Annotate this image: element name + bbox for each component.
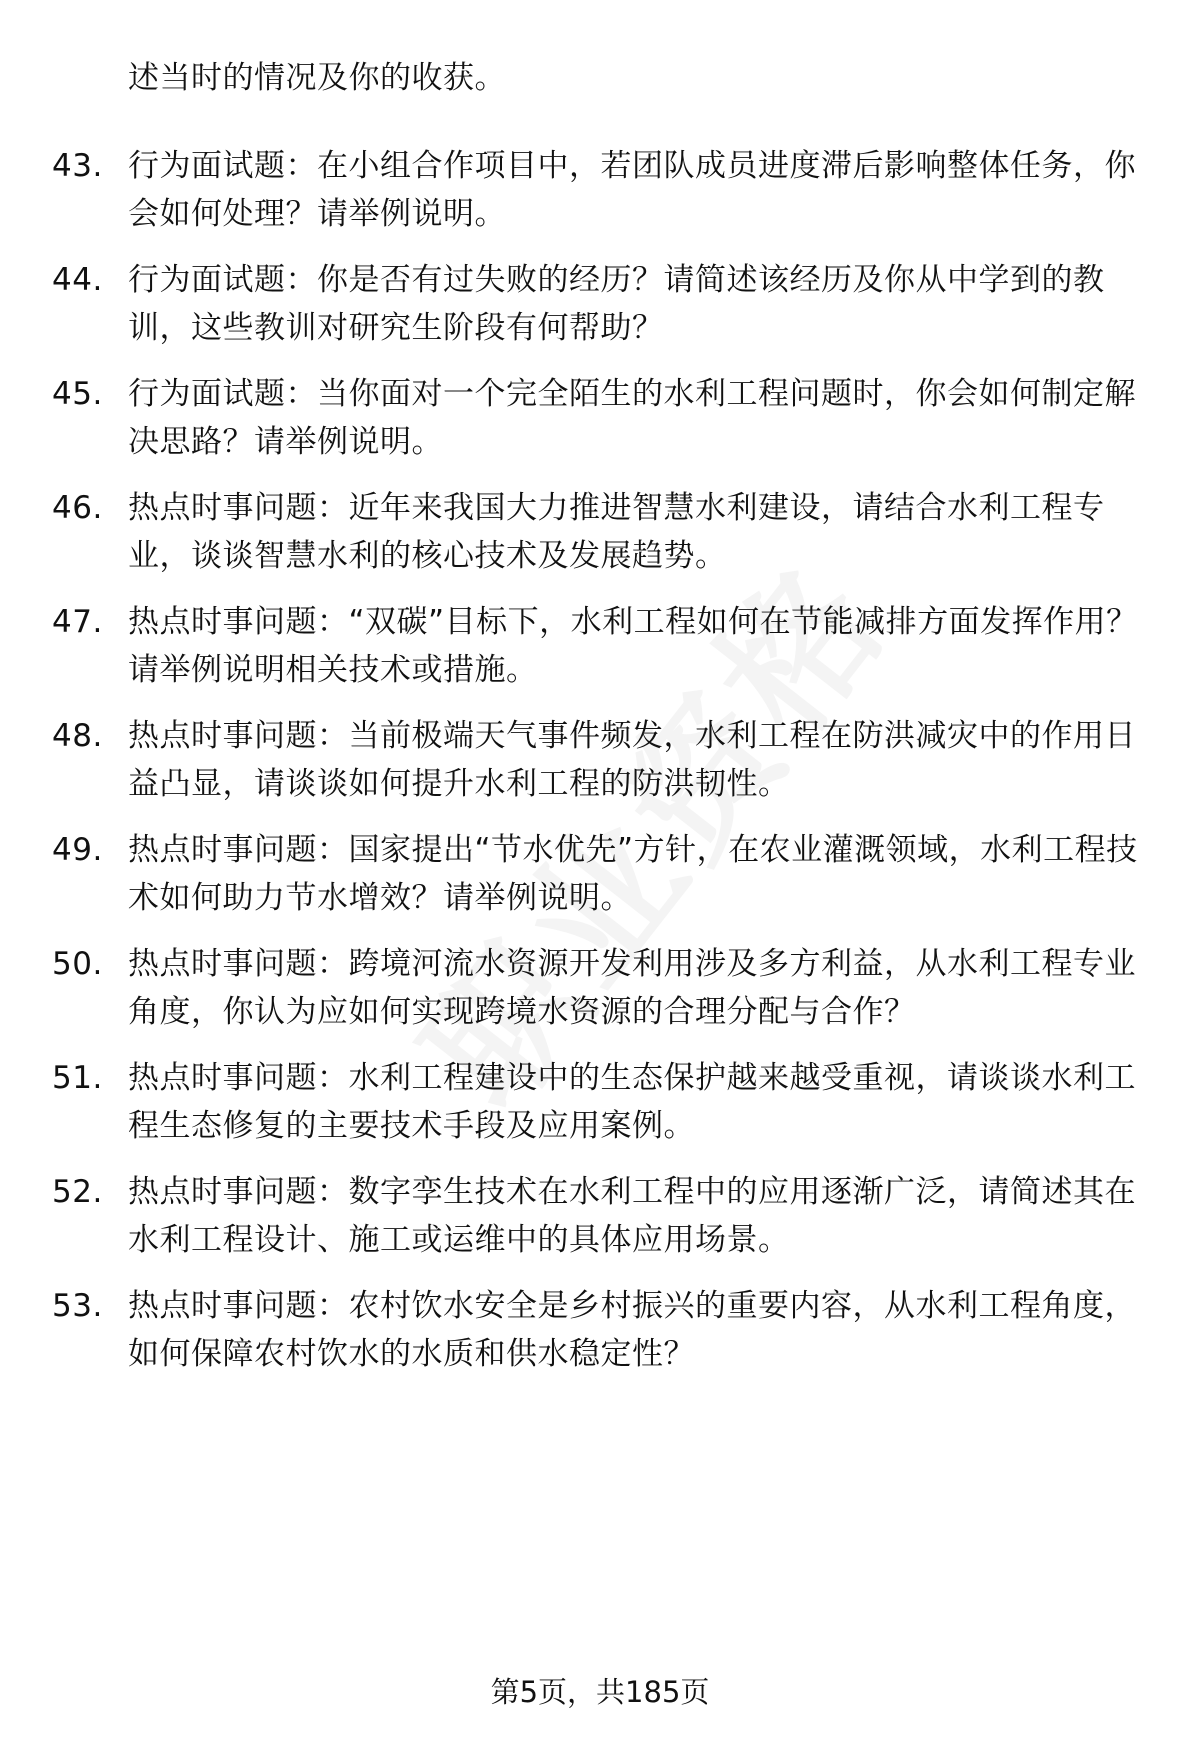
question-text: 热点时事问题：当前极端天气事件频发，水利工程在防洪减灾中的作用日益凸显，请谈谈如何提升水利工程的防洪韧性。 xyxy=(128,718,1136,802)
question-text: 热点时事问题：“双碳”目标下，水利工程如何在节能减排方面发挥作用？请举例说明相关技术或措施。 xyxy=(128,604,1138,688)
question-item xyxy=(52,1054,1142,1150)
page-footer xyxy=(0,1672,1200,1712)
question-list xyxy=(52,142,1142,1396)
question-item xyxy=(52,484,1142,580)
question-item xyxy=(52,940,1142,1036)
question-number: 45. xyxy=(52,376,103,412)
question-item xyxy=(52,712,1142,808)
question-number: 47. xyxy=(52,604,103,640)
question-item xyxy=(52,1282,1142,1378)
question-number: 52. xyxy=(52,1174,103,1210)
question-text: 热点时事问题：水利工程建设中的生态保护越来越受重视，请谈谈水利工程生态修复的主要技术手段及应用案例。 xyxy=(128,1060,1136,1144)
question-number: 53. xyxy=(52,1288,103,1324)
question-item xyxy=(52,142,1142,238)
question-number: 43. xyxy=(52,148,103,184)
question-item xyxy=(52,1168,1142,1264)
question-item xyxy=(52,826,1142,922)
continuation-text: 述当时的情况及你的收获。 xyxy=(128,60,506,96)
question-number: 48. xyxy=(52,718,103,754)
question-text: 热点时事问题：跨境河流水资源开发利用涉及多方利益，从水利工程专业角度，你认为应如何实现跨境水资源的合理分配与合作？ xyxy=(128,946,1136,1030)
question-number: 44. xyxy=(52,262,103,298)
question-item xyxy=(52,370,1142,466)
question-text: 行为面试题：你是否有过失败的经历？请简述该经历及你从中学到的教训，这些教训对研究生阶段有何帮助？ xyxy=(128,262,1105,346)
question-item xyxy=(52,598,1142,694)
page-number-label: 第5页，共185页 xyxy=(490,1675,710,1709)
question-text: 热点时事问题：国家提出“节水优先”方针，在农业灌溉领域，水利工程技术如何助力节水增效？请举例说明。 xyxy=(128,832,1138,916)
question-item xyxy=(52,256,1142,352)
question-number: 46. xyxy=(52,490,103,526)
question-number: 50. xyxy=(52,946,103,982)
question-text: 热点时事问题：近年来我国大力推进智慧水利建设，请结合水利工程专业，谈谈智慧水利的核心技术及发展趋势。 xyxy=(128,490,1105,574)
question-number: 51. xyxy=(52,1060,103,1096)
question-text: 热点时事问题：农村饮水安全是乡村振兴的重要内容，从水利工程角度，如何保障农村饮水的水质和供水稳定性？ xyxy=(128,1288,1136,1372)
question-number: 49. xyxy=(52,832,103,868)
question-text: 行为面试题：在小组合作项目中，若团队成员进度滞后影响整体任务，你会如何处理？请举例说明。 xyxy=(128,148,1136,232)
question-text: 热点时事问题：数字孪生技术在水利工程中的应用逐渐广泛，请简述其在水利工程设计、施工或运维中的具体应用场景。 xyxy=(128,1174,1136,1258)
question-text: 行为面试题：当你面对一个完全陌生的水利工程问题时，你会如何制定解决思路？请举例说明。 xyxy=(128,376,1136,460)
